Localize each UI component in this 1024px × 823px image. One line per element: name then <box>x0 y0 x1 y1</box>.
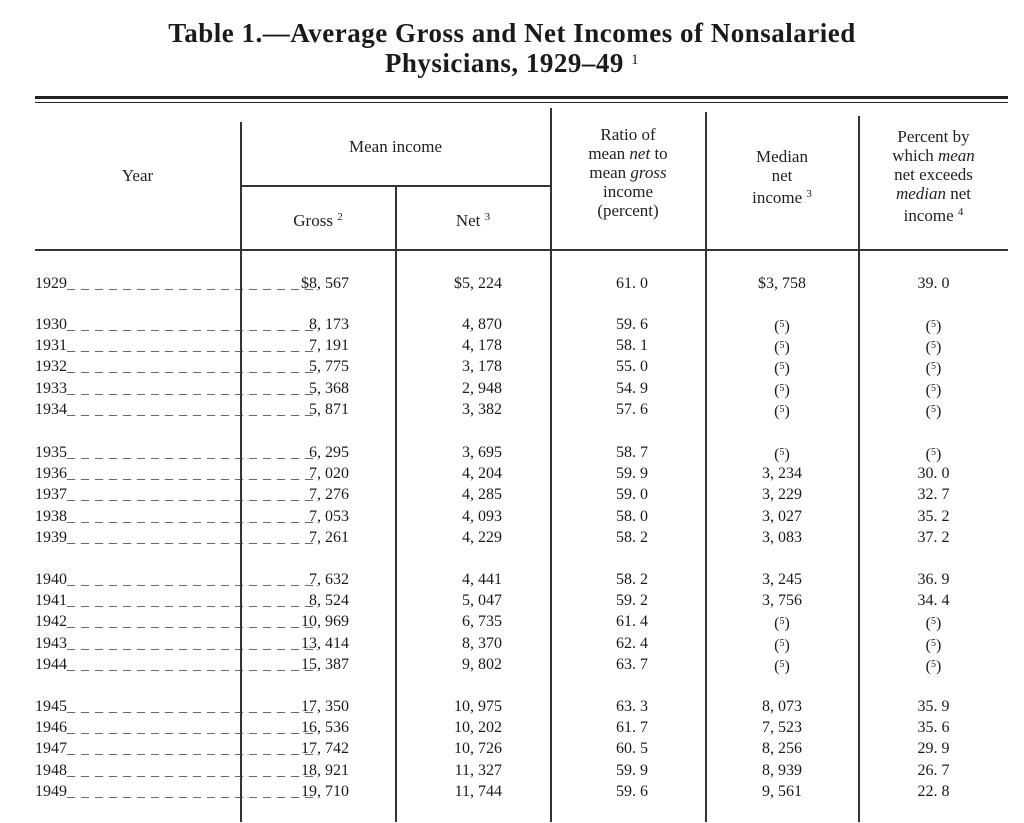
percent-cell: ($^5$) <box>925 360 942 378</box>
percent-cell: 36. 9 <box>917 571 950 588</box>
percent-cell: ($^5$) <box>925 446 942 463</box>
header-gross <box>241 208 395 230</box>
median-cell: $3, 758 <box>758 275 806 292</box>
year-cell <box>35 740 314 758</box>
footnote-ref: 5 <box>931 382 936 394</box>
year-cell <box>35 719 314 737</box>
header-ratio <box>551 125 705 220</box>
header-net <box>396 208 550 230</box>
footnote-ref: 5 <box>779 361 785 373</box>
year-cell <box>35 613 314 631</box>
ratio-cell: 57. 6 <box>616 400 648 418</box>
median-cell: 3, 756 <box>762 592 802 610</box>
ratio-cell: 60. 5 <box>616 740 648 758</box>
net-cell: 5, 047 <box>462 592 502 610</box>
footnote-ref: 2 <box>337 211 343 223</box>
header-ratio-l4: income <box>602 182 654 201</box>
percent-cell: 32. 7 <box>917 486 950 504</box>
footnote-ref: 3 <box>484 211 491 223</box>
median-cell: ($^5$) <box>774 381 790 399</box>
ratio-cell: 63. 7 <box>616 655 648 673</box>
header-pct-l1: Percent by <box>897 127 970 146</box>
gross-cell: 7, 276 <box>309 486 349 504</box>
year-cell <box>35 507 314 526</box>
leader-dots: _ _ _ _ _ _ _ _ _ _ _ _ _ _ _ _ _ _ <box>67 275 314 292</box>
percent-cell: ($^5$) <box>925 615 942 633</box>
net-cell: 4, 285 <box>462 486 502 504</box>
ratio-cell: 54. 9 <box>616 379 648 397</box>
leader-dots: _ _ _ _ _ _ _ _ _ _ _ _ _ _ _ _ _ _ <box>67 634 314 652</box>
leader-dots: _ _ _ _ _ _ _ _ _ _ _ _ _ _ _ _ _ _ <box>67 444 314 461</box>
header-pct-l4 <box>859 184 1008 203</box>
gross-cell: 18, 921 <box>301 761 349 779</box>
leader-dots: _ _ _ _ _ _ _ _ _ _ _ _ _ _ _ _ _ _ <box>67 613 314 631</box>
median-cell: ($^5$) <box>774 402 790 420</box>
ratio-cell: 59. 9 <box>616 465 648 483</box>
gross-cell: 7, 191 <box>309 337 349 355</box>
text: income <box>903 206 954 225</box>
year-cell <box>35 528 314 547</box>
footnote-ref: 5 <box>779 382 785 394</box>
footnote-ref: 5 <box>779 319 785 330</box>
net-cell: 6, 735 <box>462 613 502 631</box>
footnote-ref: 5 <box>931 319 936 330</box>
year-cell <box>35 465 314 483</box>
header-mean-income: Mean income <box>349 137 442 156</box>
percent-cell: 29. 9 <box>917 740 950 758</box>
year-cell <box>35 634 314 653</box>
header-percent <box>859 127 1008 225</box>
footnote-ref: 5 <box>779 340 785 352</box>
year-label: 1935 <box>35 444 67 461</box>
year-cell <box>35 486 314 504</box>
net-cell: 11, 744 <box>454 782 502 800</box>
mean-income-rule <box>241 185 550 187</box>
percent-cell: 34. 4 <box>917 592 950 610</box>
median-cell: 3, 234 <box>762 465 802 483</box>
ratio-cell: 59. 6 <box>616 316 648 333</box>
net-cell: 3, 695 <box>462 444 502 461</box>
year-cell <box>35 571 314 589</box>
header-ratio-l5: (percent) <box>597 201 659 220</box>
net-cell: 11, 327 <box>454 761 502 779</box>
year-cell <box>35 444 314 462</box>
footnote-ref: 5 <box>779 616 785 628</box>
leader-dots: _ _ _ _ _ _ _ _ _ _ _ _ _ _ _ _ _ _ <box>67 358 314 376</box>
year-label: 1934 <box>35 400 67 418</box>
net-cell: 10, 975 <box>454 698 502 715</box>
net-cell: 2, 948 <box>462 379 502 397</box>
year-cell <box>35 655 314 674</box>
ratio-cell: 58. 7 <box>616 444 648 461</box>
net-cell: 4, 870 <box>462 316 502 333</box>
gross-cell: 8, 173 <box>309 316 349 333</box>
gross-cell: 17, 742 <box>301 740 349 758</box>
header-median-l2: net <box>771 166 793 185</box>
footnote-ref: 5 <box>931 340 936 352</box>
leader-dots: _ _ _ _ _ _ _ _ _ _ _ _ _ _ _ _ _ _ <box>67 400 314 418</box>
leader-dots: _ _ _ _ _ _ _ _ _ _ _ _ _ _ _ _ _ _ <box>67 337 314 355</box>
text-italic: net <box>629 144 651 163</box>
percent-cell: ($^5$) <box>925 339 942 357</box>
gross-cell: 7, 020 <box>309 465 349 483</box>
year-label: 1942 <box>35 613 67 631</box>
year-cell <box>35 400 314 419</box>
leader-dots: _ _ _ _ _ _ _ _ _ _ _ _ _ _ _ _ _ _ <box>67 571 314 588</box>
median-cell: 3, 245 <box>762 571 802 588</box>
header-pct-l2 <box>859 146 1008 165</box>
header-gross-label: Gross <box>293 211 333 230</box>
median-cell: 9, 561 <box>762 782 802 800</box>
ratio-cell: 58. 2 <box>616 571 648 588</box>
percent-cell: ($^5$) <box>925 381 942 399</box>
gross-cell: 5, 368 <box>309 379 349 397</box>
year-label: 1930 <box>35 316 67 333</box>
percent-cell: ($^5$) <box>925 402 942 420</box>
gross-cell: 8, 524 <box>309 592 349 610</box>
median-cell: ($^5$) <box>774 636 790 654</box>
text: which <box>892 146 938 165</box>
leader-dots: _ _ _ _ _ _ _ _ _ _ _ _ _ _ _ _ _ _ <box>67 740 314 758</box>
ratio-cell: 63. 3 <box>616 698 648 715</box>
year-cell <box>35 337 314 355</box>
header-year: Year <box>121 166 154 185</box>
year-label: 1946 <box>35 719 67 737</box>
header-net-label: Net <box>455 211 481 230</box>
table-title <box>0 18 1024 49</box>
net-cell: 9, 802 <box>462 655 502 673</box>
median-cell: 8, 073 <box>762 698 802 715</box>
footnote-ref: 4 <box>957 206 964 218</box>
leader-dots: _ _ _ _ _ _ _ _ _ _ _ _ _ _ _ _ _ _ <box>67 486 314 504</box>
text: mean <box>589 163 631 182</box>
header-pct-l3: net exceeds <box>894 165 973 184</box>
year-cell <box>35 698 314 716</box>
year-cell <box>35 782 314 801</box>
text: net <box>946 184 972 203</box>
ratio-cell: 55. 0 <box>616 358 648 376</box>
header-ratio-l1: Ratio of <box>600 125 656 144</box>
title-footnote-ref: 1 <box>631 52 640 68</box>
median-cell: ($^5$) <box>774 657 790 675</box>
net-cell: 10, 202 <box>454 719 502 737</box>
leader-dots: _ _ _ _ _ _ _ _ _ _ _ _ _ _ _ _ _ _ <box>67 379 314 397</box>
leader-dots: _ _ _ _ _ _ _ _ _ _ _ _ _ _ _ _ _ _ <box>67 761 314 779</box>
ratio-cell: 59. 9 <box>616 761 648 779</box>
gross-cell: 6, 295 <box>309 444 349 461</box>
ratio-cell: 58. 1 <box>616 337 648 355</box>
net-cell: 3, 178 <box>462 358 502 376</box>
header-median-l3 <box>706 185 858 207</box>
footnote-ref: 5 <box>931 403 936 415</box>
year-label: 1939 <box>35 528 67 546</box>
percent-cell: 35. 6 <box>917 719 950 737</box>
footnote-ref: 3 <box>806 188 812 200</box>
net-cell: 3, 382 <box>462 400 502 418</box>
percent-cell: 35. 2 <box>917 507 950 525</box>
net-cell: 8, 370 <box>462 634 502 652</box>
median-cell: 7, 523 <box>762 719 802 737</box>
year-label: 1933 <box>35 379 67 397</box>
ratio-cell: 58. 0 <box>616 507 648 525</box>
year-label: 1932 <box>35 358 67 376</box>
year-label: 1943 <box>35 634 67 652</box>
leader-dots: _ _ _ _ _ _ _ _ _ _ _ _ _ _ _ _ _ _ <box>67 719 314 737</box>
title-line-2: Physicians, 1929–49 <box>384 48 624 78</box>
gross-cell: 17, 350 <box>301 698 349 715</box>
percent-cell: 22. 8 <box>917 782 950 800</box>
header-bottom-rule <box>35 249 1008 251</box>
leader-dots: _ _ _ _ _ _ _ _ _ _ _ _ _ _ _ _ _ _ <box>67 528 314 546</box>
percent-cell: ($^5$) <box>925 657 942 675</box>
footnote-ref: 5 <box>931 616 936 628</box>
year-label: 1948 <box>35 761 67 779</box>
gross-cell: 19, 710 <box>301 782 349 800</box>
year-label: 1936 <box>35 465 67 483</box>
percent-cell: 26. 7 <box>917 761 950 779</box>
header-pct-l5 <box>859 203 1008 225</box>
median-cell: ($^5$) <box>774 360 790 378</box>
ratio-cell: 59. 0 <box>616 486 648 504</box>
footnote-ref: 5 <box>779 658 785 670</box>
top-rule-thin <box>35 102 1008 103</box>
footnote-ref: 5 <box>931 361 936 373</box>
header-ratio-l3 <box>551 163 705 182</box>
header-median-l1: Median <box>756 147 808 166</box>
net-cell: $5, 224 <box>454 275 502 292</box>
leader-dots: _ _ _ _ _ _ _ _ _ _ _ _ _ _ _ _ _ _ <box>67 698 314 715</box>
ratio-cell: 58. 2 <box>616 528 648 546</box>
median-cell: 3, 229 <box>762 486 802 504</box>
year-label: 1949 <box>35 782 67 800</box>
leader-dots: _ _ _ _ _ _ _ _ _ _ _ _ _ _ _ _ _ _ <box>67 655 314 673</box>
text: income <box>752 188 803 207</box>
median-cell: ($^5$) <box>774 446 790 463</box>
leader-dots: _ _ _ _ _ _ _ _ _ _ _ _ _ _ _ _ _ _ <box>67 316 314 333</box>
percent-cell: 37. 2 <box>917 528 950 546</box>
year-cell <box>35 358 314 376</box>
percent-cell: ($^5$) <box>925 318 942 335</box>
year-label: 1944 <box>35 655 67 673</box>
leader-dots: _ _ _ _ _ _ _ _ _ _ _ _ _ _ _ _ _ _ <box>67 782 314 800</box>
title-line-1: Table 1.—Average Gross and Net Incomes of Nonsalaried <box>168 18 856 48</box>
median-cell: ($^5$) <box>774 318 790 335</box>
ratio-cell: 61. 7 <box>616 719 648 737</box>
footnote-ref: 5 <box>931 637 936 649</box>
median-cell: 8, 939 <box>762 761 802 779</box>
year-cell <box>35 316 314 334</box>
median-cell: 3, 083 <box>762 528 802 546</box>
percent-cell: 39. 0 <box>917 275 950 292</box>
year-cell <box>35 761 314 780</box>
ratio-cell: 62. 4 <box>616 634 648 652</box>
median-cell: ($^5$) <box>774 615 790 633</box>
median-cell: 8, 256 <box>762 740 802 758</box>
net-cell: 4, 178 <box>462 337 502 355</box>
gross-cell: 7, 632 <box>309 571 349 588</box>
footnote-ref: 5 <box>931 447 936 458</box>
year-cell <box>35 275 314 293</box>
median-cell: ($^5$) <box>774 339 790 357</box>
leader-dots: _ _ _ _ _ _ _ _ _ _ _ _ _ _ _ _ _ _ <box>67 465 314 483</box>
net-cell: 4, 093 <box>462 507 502 525</box>
percent-cell: 35. 9 <box>917 698 950 715</box>
text: mean <box>588 144 630 163</box>
year-cell <box>35 592 314 610</box>
ratio-cell: 59. 2 <box>616 592 648 610</box>
ratio-cell: 61. 0 <box>616 275 648 292</box>
gross-cell: 7, 053 <box>309 507 349 525</box>
gross-cell: 15, 387 <box>301 655 349 673</box>
net-cell: 4, 204 <box>462 465 502 483</box>
net-cell: 4, 441 <box>462 571 502 588</box>
ratio-cell: 59. 6 <box>616 782 648 800</box>
gross-cell: 13, 414 <box>301 634 349 652</box>
percent-cell: 30. 0 <box>917 465 950 483</box>
leader-dots: _ _ _ _ _ _ _ _ _ _ _ _ _ _ _ _ _ _ <box>67 507 314 525</box>
text: to <box>650 144 668 163</box>
gross-cell: 5, 775 <box>309 358 349 376</box>
top-rule-thick <box>35 96 1008 99</box>
ratio-cell: 61. 4 <box>616 613 648 631</box>
footnote-ref: 5 <box>779 447 785 458</box>
gross-cell: $8, 567 <box>301 275 349 292</box>
text-italic: mean <box>937 146 975 165</box>
footnote-ref: 5 <box>779 403 785 415</box>
net-cell: 10, 726 <box>454 740 502 758</box>
gross-cell: 7, 261 <box>309 528 349 546</box>
gross-cell: 5, 871 <box>309 400 349 418</box>
gross-cell: 10, 969 <box>301 613 349 631</box>
median-cell: 3, 027 <box>762 507 802 525</box>
footnote-ref: 5 <box>931 658 936 670</box>
header-ratio-l2 <box>551 144 705 163</box>
leader-dots: _ _ _ _ _ _ _ _ _ _ _ _ _ _ _ _ _ _ <box>67 592 314 610</box>
header-median <box>706 147 858 207</box>
year-cell <box>35 379 314 398</box>
footnote-ref: 5 <box>779 637 785 649</box>
text-italic: median <box>895 184 946 203</box>
year-label: 1929 <box>35 275 67 292</box>
percent-cell: ($^5$) <box>925 636 942 654</box>
net-cell: 4, 229 <box>462 528 502 546</box>
year-label: 1945 <box>35 698 67 715</box>
year-label: 1938 <box>35 507 67 525</box>
year-label: 1940 <box>35 571 67 588</box>
table-title-line-2 <box>0 48 1024 79</box>
year-label: 1937 <box>35 486 67 504</box>
year-label: 1947 <box>35 740 67 758</box>
year-label: 1941 <box>35 592 67 610</box>
year-label: 1931 <box>35 337 67 355</box>
gross-cell: 16, 536 <box>301 719 349 737</box>
text-italic: gross <box>630 163 667 182</box>
